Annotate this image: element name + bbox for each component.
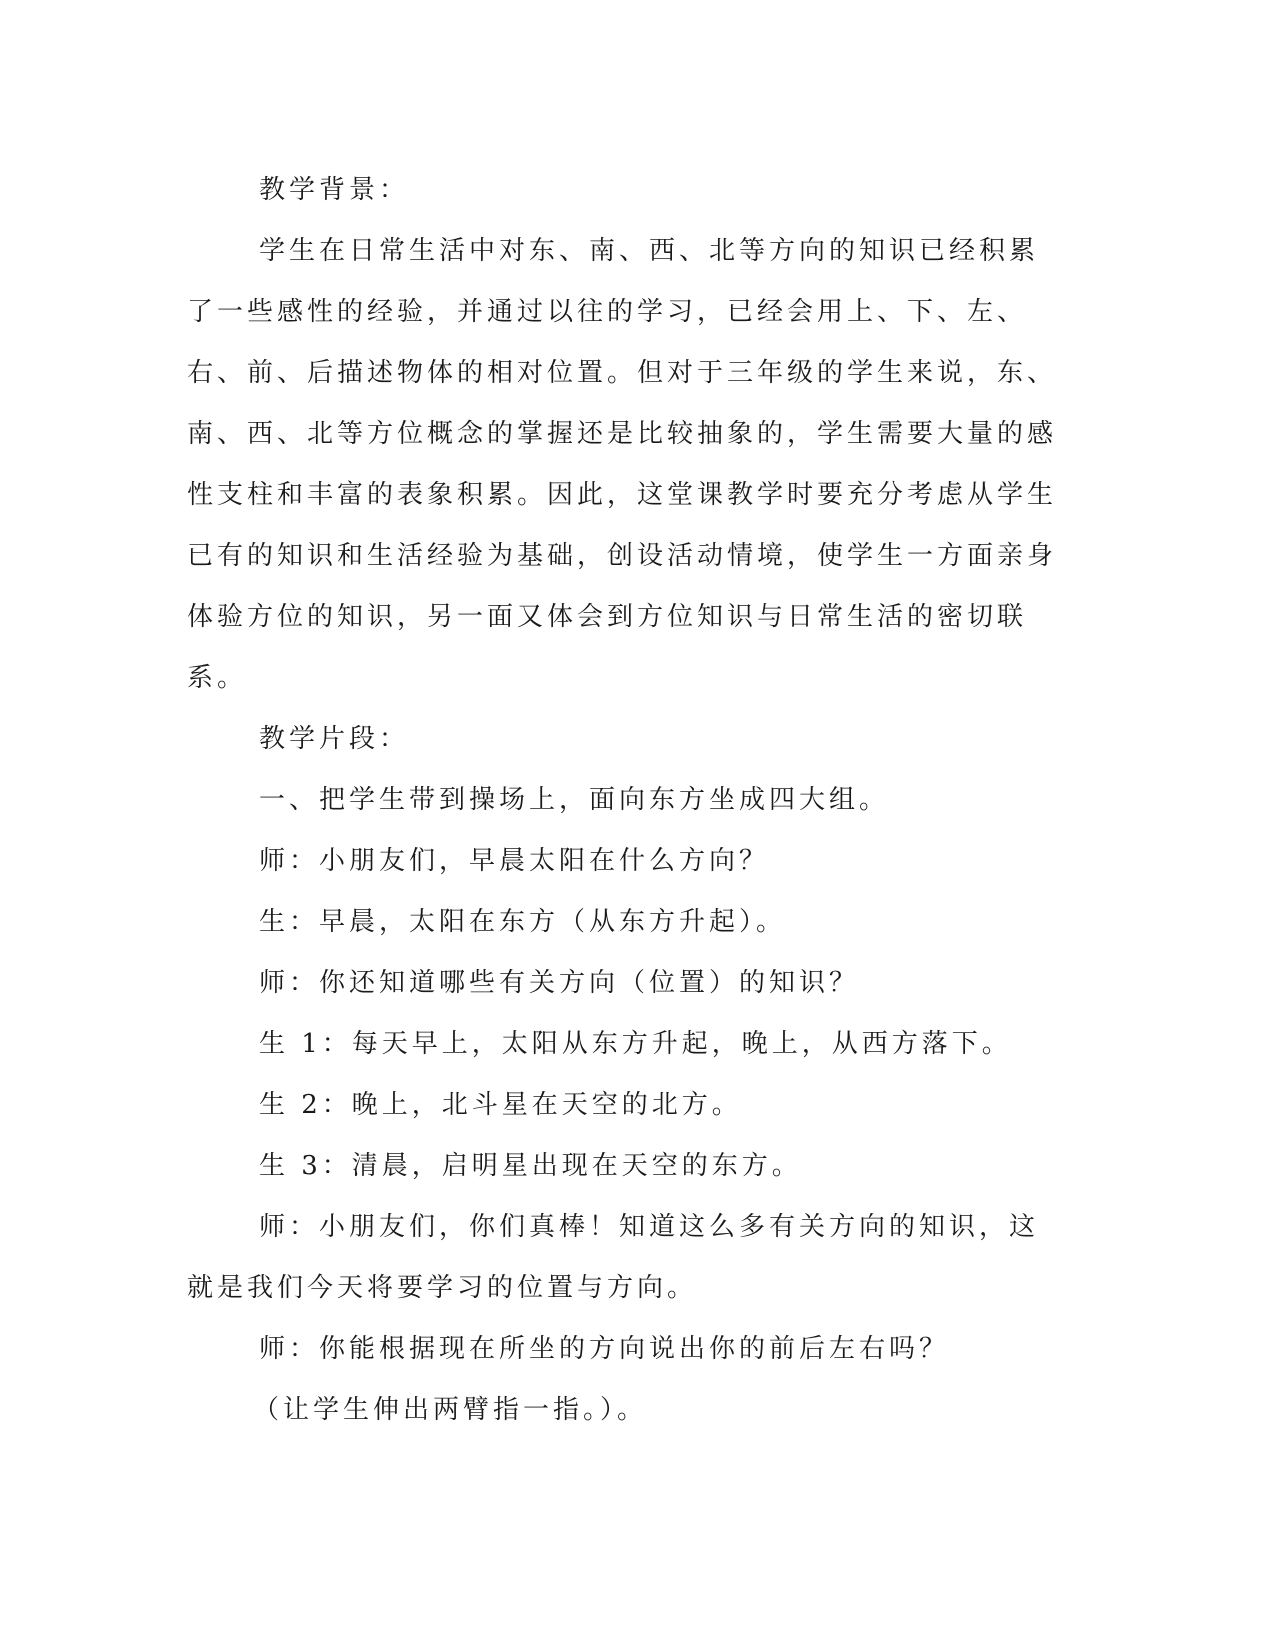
- heading-teaching-excerpt: 教学片段：: [259, 724, 410, 754]
- dialogue-line: 师：你还知道哪些有关方向（位置）的知识？: [259, 968, 860, 998]
- dialogue-line: 生 3：清晨，启明星出现在天空的东方。: [259, 1151, 802, 1181]
- dialogue-line: 师：你能根据现在所坐的方向说出你的前后左右吗？: [259, 1334, 950, 1364]
- dialogue-line: 生：早晨，太阳在东方（从东方升起）。: [259, 907, 787, 937]
- dialogue-line: 生 1：每天早上，太阳从东方升起，晚上，从西方落下。: [259, 1029, 1012, 1059]
- dialogue-line: 师：小朋友们，早晨太阳在什么方向？: [259, 846, 770, 876]
- paragraph-step-one: 一、把学生带到操场上，面向东方坐成四大组。: [259, 785, 890, 815]
- stage-direction: （让学生伸出两臂指一指。）。: [253, 1395, 648, 1425]
- document-body: [187, 160, 1067, 1441]
- dialogue-line: 生 2：晚上，北斗星在天空的北方。: [259, 1090, 742, 1120]
- heading-teaching-background: 教学背景：: [259, 175, 410, 205]
- paragraph-background-text: 学生在日常生活中对东、南、西、北等方向的知识已经积累了一些感性的经验，并通过以往的学习，已经会用上、下、左、右、前、后描述物体的相对位置。但对于三年级的学生来说，东、南、西、北等方位概念的掌握还是比较抽象的，学生需要大量的感性支柱和丰富的表象积累。因此，这堂课教学时要充分考虑从学生已有的知识和生活经验为基础，创设活动情境，使学生一方面亲身体验方位的知识，另一面又体会到方位知识与日常生活的密切联系。: [187, 236, 1058, 693]
- dialogue-line: 师：小朋友们，你们真棒！知道这么多有关方向的知识，这就是我们今天将要学习的位置与方向。: [187, 1212, 1040, 1303]
